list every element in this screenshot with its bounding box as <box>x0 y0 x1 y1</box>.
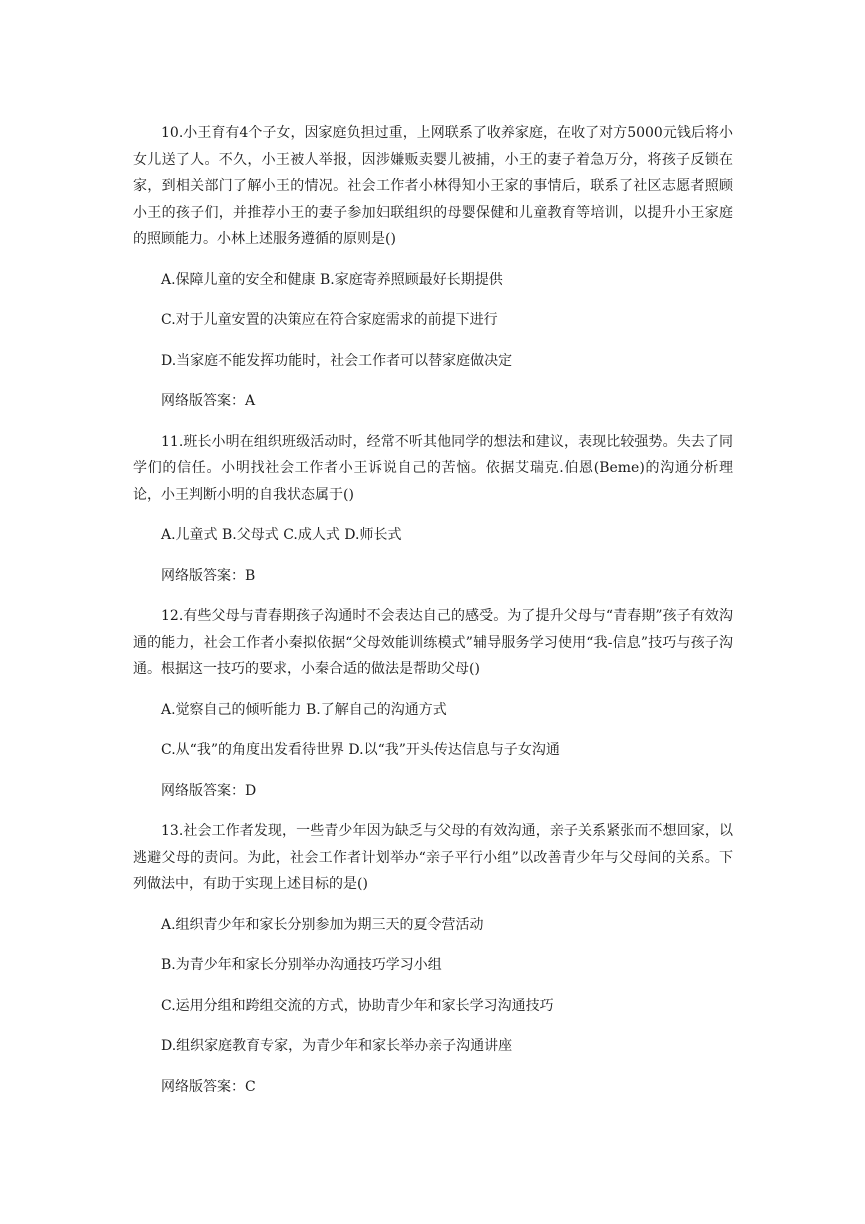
question-10-option-line: C.对于儿童安置的决策应在符合家庭需求的前提下进行 <box>161 312 498 328</box>
question-12-stem: 12.有些父母与青春期孩子沟通时不会表达自己的感受。为了提升父母与“青春期”孩子有效沟通的能力，社会工作者小秦拟依据“父母效能训练模式”辅导服务学习使用“我-信息”技巧与孩子沟通。根据这一技巧的要求，小秦合适的做法是帮助父母() <box>133 608 733 677</box>
document-page <box>133 120 733 1100</box>
question-13-option-line: B.为青少年和家长分别举办沟通技巧学习小组 <box>161 957 442 973</box>
question-12-option-line: C.从“我”的角度出发看待世界 D.以“我”开头传达信息与子女沟通 <box>161 742 560 758</box>
question-11-answer: 网络版答案：B <box>161 567 256 584</box>
question-10-option-line: A.保障儿童的安全和健康 B.家庭寄养照顾最好长期提供 <box>161 271 503 288</box>
question-13-option-line: C.运用分组和跨组交流的方式，协助青少年和家长学习沟通技巧 <box>161 997 554 1014</box>
question-12-option-line: A.觉察自己的倾听能力 B.了解自己的沟通方式 <box>161 701 447 718</box>
question-12-answer: 网络版答案：D <box>161 782 257 799</box>
question-11-stem: 11.班长小明在组织班级活动时，经常不听其他同学的想法和建议，表现比较强势。失去了同学们的信任。小明找社会工作者小王诉说自己的苦恼。依据艾瑞克.伯恩(Beme)的沟通分析理论，小王判断小明的自我状态属于() <box>133 433 733 503</box>
question-13-option-line: A.组织青少年和家长分别参加为期三天的夏令营活动 <box>161 916 484 933</box>
question-13-stem: 13.社会工作者发现，一些青少年因为缺乏与父母的有效沟通，亲子关系紧张而不想回家，以逃避父母的责问。为此，社会工作者计划举办“亲子平行小组”以改善青少年与父母间的关系。下列做法中，有助于实现上述目标的是() <box>133 823 733 892</box>
question-10-option-line: D.当家庭不能发挥功能时，社会工作者可以替家庭做决定 <box>161 352 513 369</box>
question-11-option-line: A.儿童式 B.父母式 C.成人式 D.师长式 <box>161 527 402 543</box>
question-10-answer: 网络版答案：A <box>161 393 256 409</box>
question-10-stem: 10.小王育有4个子女，因家庭负担过重，上网联系了收养家庭，在收了对方5000元钱后将小女儿送了人。不久，小王被人举报，因涉嫌贩卖婴儿被捕，小王的妻子着急万分，将孩子反锁在家，到相关部门了解小王的情况。社会工作者小林得知小王家的事情后，联系了社区志愿者照顾小王的孩子们，并推荐小王的妻子参加妇联组织的母婴保健和儿童教育等培训，以提升小王家庭的照顾能力。小林上述服务遵循的原则是() <box>133 125 733 247</box>
question-13-answer: 网络版答案：C <box>161 1078 256 1095</box>
question-13-option-line: D.组织家庭教育专家，为青少年和家长举办亲子沟通讲座 <box>161 1038 513 1054</box>
